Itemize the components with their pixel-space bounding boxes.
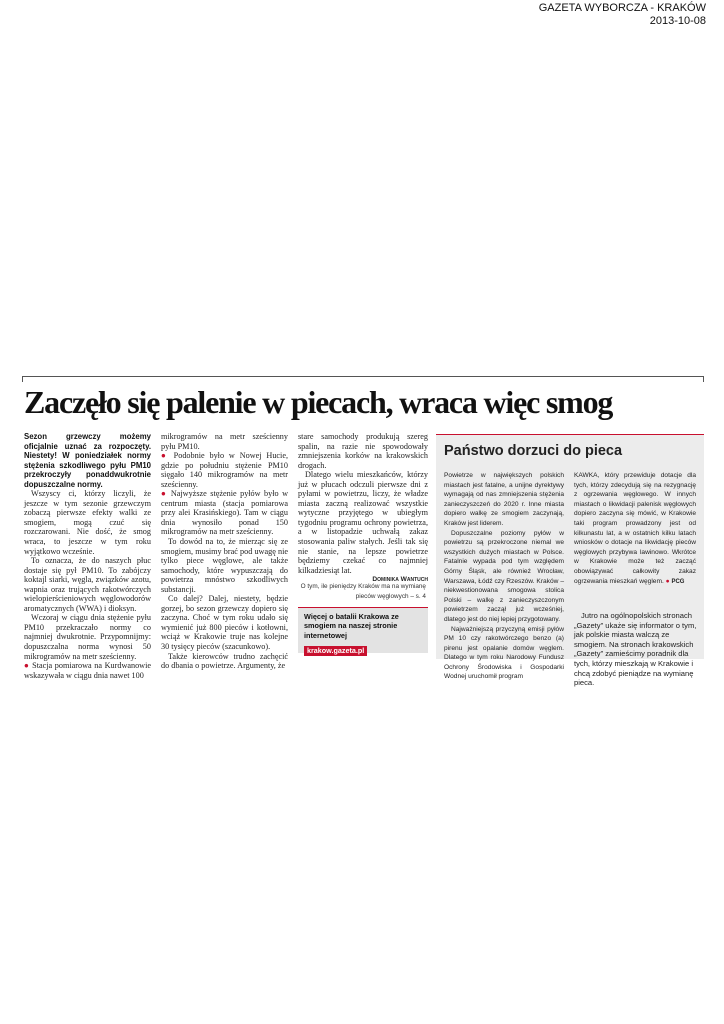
article-column-2 xyxy=(161,432,288,671)
article-paragraph: To oznacza, że do naszych płuc dostaje się pył PM10. To zabójczy koktajl siarki, węgla, związków azotu, wapnia oraz trujących rakotwórczych wielopierścieniowych węglowodorów aromatycznych (WWA) i dioksyn. xyxy=(24,556,151,613)
publication-name: GAZETA WYBORCZA - KRAKÓW xyxy=(538,2,706,14)
cross-reference-note: O tym, ile pieniędzy Kraków ma na wymianę pieców węglowych – s. 4 xyxy=(300,583,426,600)
article-column-1 xyxy=(24,432,151,680)
sidebar-paragraph: Dopuszczalne poziomy pyłów w powietrzu są przekroczone niemal we wszystkich dużych miastach w Polsce. Fatalnie wypada pod tym względem Górny Śląsk, ale również Wrocław, Warszawa, Łódź czy Rzeszów. Kraków – niekwestionowana smogowa stolica Polski – walkę z zanieczyszczonym powietrzem zaczął już wcześniej, dlatego jest do niej lepiej przygotowany. xyxy=(444,529,564,623)
article-paragraph: To dowód na to, że mierząc się ze smogiem, musimy brać pod uwagę nie tylko piece węglowe, ale także samochody, które wypuszczają do powietrza mnóstwo szkodliwych substancji. xyxy=(161,537,288,594)
web-promo-box xyxy=(298,607,428,656)
article-column-3 xyxy=(298,432,428,585)
article-paragraph: Także kierowców trudno zachęcić do dbania o powietrze. Argumenty, że xyxy=(161,651,288,671)
article-headline: Zaczęło się palenie w piecach, wraca więc smog xyxy=(24,384,613,420)
web-promo-link[interactable]: krakow.gazeta.pl xyxy=(304,646,367,656)
sidebar-promo: Jutro na ogólnopolskich stronach „Gazety” ukaże się informator o tym, jak polskie miasta walczą ze smogiem. Na stronach krakowskich „Gazety” zamieścimy poradnik dla tych, którzy mieszkają w Krakowie i chcą zdobyć pieniądze na wymianę pieca. xyxy=(574,611,697,688)
sidebar-box xyxy=(436,434,704,688)
article-paragraph: Wczoraj w ciągu dnia stężenie pyłu PM10 przekraczało normy co najmniej dwukrotnie. Przypomnijmy: dopuszczalna norma wynosi 50 mikrogramów na metr sześcienny. xyxy=(24,613,151,661)
bullet-dot: ● xyxy=(665,577,670,585)
article-bullet: ● Podobnie było w Nowej Hucie, gdzie po południu stężenie PM10 sięgało 140 mikrogramów na metr sześcienny. xyxy=(161,451,289,489)
web-promo-text: Więcej o batalii Krakowa ze smogiem na naszej stronie internetowej xyxy=(304,612,399,640)
article-paragraph: Co dalej? Dalej, niestety, będzie gorzej, bo sezon grzewczy dopiero się zaczyna. Choć w tym roku udało się wymienić już 800 pieców i kotłowni, wciąż w Krakowie truje nas kolejne 30 tysięcy pieców (szacunkowo). xyxy=(161,594,288,652)
article-paragraph: mikrogramów na metr sześcienny pyłu PM10. xyxy=(161,432,288,451)
article-author: Dominika Wantuch xyxy=(372,576,428,584)
sidebar-paragraph: Najważniejszą przyczyną emisji pyłów PM 10 czy rakotwórczego benzo (a) pirenu jest opalanie domów węglem. Dlatego w tym roku Narodowy Fundusz Ochrony Środowiska i Gospodarki Wodnej uruchomił program xyxy=(444,625,564,681)
bullet-dot: ● xyxy=(161,489,168,499)
article-paragraph: Wszyscy ci, którzy liczyli, że jeszcze w tym sezonie grzewczym zobaczą pierwsze efekty walki ze smogiem, mogą czuć się rozczarowani. Nie dość, że smog wraca, to jeszcze w tym roku wyjątkowo wcześnie. xyxy=(24,489,151,556)
bullet-dot: ● xyxy=(161,451,169,461)
sidebar-column-2 xyxy=(574,471,696,587)
article-bullet: ● Stacja pomiarowa na Kurdwanowie wskazywała w ciągu dnia nawet 100 xyxy=(24,661,152,680)
sidebar-paragraph: Powietrze w największych polskich miastach jest fatalne, a unijne dyrektywy wymagają od nas zmniejszenia stężenia zanieczyszczeń do 2020 r. Inne miasta dopiero walkę ze smogiem zaczynają, Kraków jest liderem. xyxy=(444,472,564,527)
sidebar-title: Państwo dorzuci do pieca xyxy=(444,443,623,459)
headline-rule xyxy=(22,376,704,377)
rule-tick-left xyxy=(22,376,23,382)
page-header xyxy=(539,2,706,28)
rule-tick-right xyxy=(703,376,704,382)
sidebar-signature: PCG xyxy=(671,578,685,585)
sidebar-column-1 xyxy=(444,471,564,682)
article-bullet: ● Najwyższe stężenie pyłów było w centrum miasta (stacja pomiarowa przy alei Krasińskiego). Tam w ciągu dnia wynosiło ponad 150 mikrogramów na metr sześcienny. xyxy=(161,489,288,537)
sidebar-paragraph: KAWKA, który przewiduje dotacje dla tych, którzy zdecydują się na rezygnację z ogrzewania węglowego. W innych miastach o likwidacji palenisk węglowych dopiero zaczyna się mówić, w Krakowie taki program prowadzony jest od kilkunastu lat, a w ostatnich kilku latach wniosków o dotacje na likwidację pieców węglowych przybywa lawinowo. Wkrótce w Krakowie może też zacząć obowiązywać całkowity zakaz ogrzewania mieszkań węglem. ● PCG xyxy=(574,472,696,585)
article-lead: Sezon grzewczy możemy oficjalnie uznać za rozpoczęty. Niestety! W poniedziałek normy stężenia szkodliwego pyłu PM10 przekroczyły ponaddwukrotnie dopuszczalne normy. xyxy=(24,432,151,489)
article-paragraph: stare samochody produkują szereg spalin, na razie nie spowodowały zmniejszenia korków na krakowskich drogach. xyxy=(298,432,428,470)
bullet-dot: ● xyxy=(24,661,30,671)
article-paragraph: Dlatego wielu mieszkańców, którzy już w płucach odczuli pierwsze dni z pyłami w powietrzu, liczy, że władze miasta zaczną realizować wszystkie wytyczne przyjętego w ubiegłym tygodniu programu ochrony powietrza, a w listopadzie uchwałą zakaz stosowania paliw stałych. Jeśli tak się nie stanie, na lepsze powietrze będziemy czekać co najmniej kilkadziesiąt lat. xyxy=(298,470,428,575)
publication-date: 2013-10-08 xyxy=(649,15,706,27)
